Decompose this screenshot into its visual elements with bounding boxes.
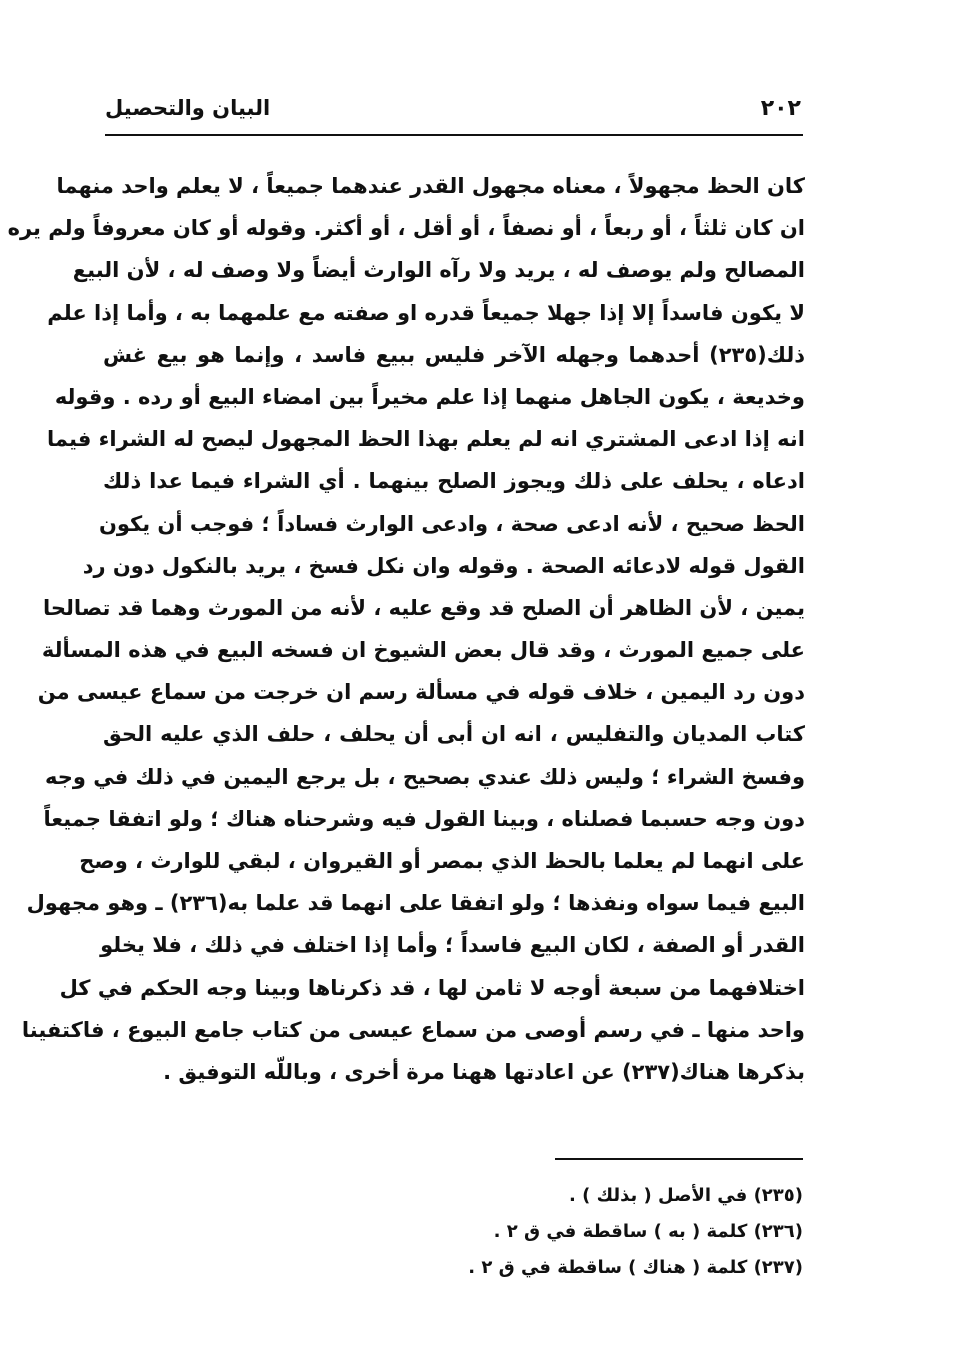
text-line: ذلك(٢٣٥) أحدهما وجهله الآخر فليس ببيع فاسد ، وإنما هو بيع غش <box>103 342 805 367</box>
text-line: دون وجه حسبما فصلناه ، وبينا القول فيه وشرحناه هناك ؛ ولو اتفقا جميعاً <box>43 806 805 831</box>
text-line: الحظ صحيح ، لأنه ادعى صحة ، وادعى الوارث فساداً ؛ فوجب أن يكون <box>98 511 805 536</box>
text-line: القدر أو الصفة ، لكان البيع فاسداً ؛ وأما إذا اختلف في ذلك ، فلا يخلو <box>100 933 805 958</box>
footnotes <box>403 1178 803 1286</box>
page-header <box>105 96 801 136</box>
text-line: لا يكون فاسداً إلا إذا جهلا جميعاً قدره او صفته مع علمهما به ، وأما إذا علم <box>47 300 805 325</box>
text-line: دون رد اليمين ، خلاف قوله في مسألة رسم ان خرجت من سماع عيسى من <box>37 680 805 705</box>
text-line: وخديعة ، يكون الجاهل منهما إذا علم مخيراً بين امضاء البيع أو رده . وقوله <box>54 384 805 409</box>
text-line: يمين ، لأن الظاهر أن الصلح قد وقع عليه ، لأنه من المورث وهما قد تصالحا <box>42 595 805 620</box>
text-line: ان كان ثلثاً ، أو ربعاً ، أو نصفاً ، أو أقل ، أو أكثر. وقوله أو كان معروفاً ولم يره <box>7 216 805 241</box>
text-line: القول قوله لادعائه الصحة . وقوله وان نكل فسخ ، يريد بالنكول دون رد <box>82 553 805 578</box>
text-line-last: بذكرها هناك(٢٣٧) عن اعادتها ههنا مرة أخرى ، وباللّه التوفيق . <box>163 1059 805 1084</box>
text-line: انه إذا ادعى المشتري انه لم يعلم بهذا الحظ المجهول ليصح له الشراء فيما <box>47 427 805 452</box>
footnote-rule <box>555 1158 803 1160</box>
body-text <box>7 165 805 1093</box>
footnote-236: (٢٣٦) كلمة ( به ) ساقطة في ق ٢ . <box>493 1221 803 1242</box>
text-line: كتاب المديان والتفليس ، انه ان أبى أن يحلف ، حلف الذي عليه الحق <box>103 722 805 747</box>
running-title: البيان والتحصيل <box>105 96 271 120</box>
text-line: على جميع المورث ، وقد قال بعض الشيوخ ان فسخه البيع في هذه المسألة <box>41 638 805 663</box>
text-line: اختلافهما من سبعة أوجه لا ثامن لها ، قد ذكرناها وبينا وجه الحكم في كل <box>59 975 805 1000</box>
text-line: البيع فيما سواه ونفذها ؛ ولو اتفقا على انهما قد علما به(٢٣٦) ـ وهو مجهول <box>26 891 805 916</box>
text-line: واحد منها ـ في رسم أوصى من سماع عيسى من كتاب جامع البيوع ، فاكتفينا <box>21 1017 805 1042</box>
text-line: المصالح ولم يوصف له ، يريد ولا رآه الوارث أيضاً ولا وصف له ، لأن البيع <box>72 258 805 283</box>
footnote-235: (٢٣٥) في الأصل ( بذلك ) . <box>568 1185 803 1206</box>
page-number: ٢٠٢ <box>760 96 801 121</box>
text-line: كان الحظ مجهولاً ، معناه مجهول القدر عندهما جميعاً ، لا يعلم واحد منهما <box>56 174 805 198</box>
header-rule <box>105 134 803 136</box>
text-line: على انهما لم يعلما بالحظ الذي بمصر أو القيروان ، لبقي للوارث ، وصح <box>79 849 805 873</box>
text-line: ادعاه ، يحلف على ذلك ويجوز الصلح بينهما . أي الشراء فيما عدا ذلك <box>103 469 805 494</box>
footnote-237: (٢٣٧) كلمة ( هناك ) ساقطة في ق ٢ . <box>468 1257 803 1278</box>
text-line: وفسخ الشراء ؛ وليس ذلك عندي بصحيح ، بل يرجع اليمين في ذلك في وجه <box>44 764 805 789</box>
